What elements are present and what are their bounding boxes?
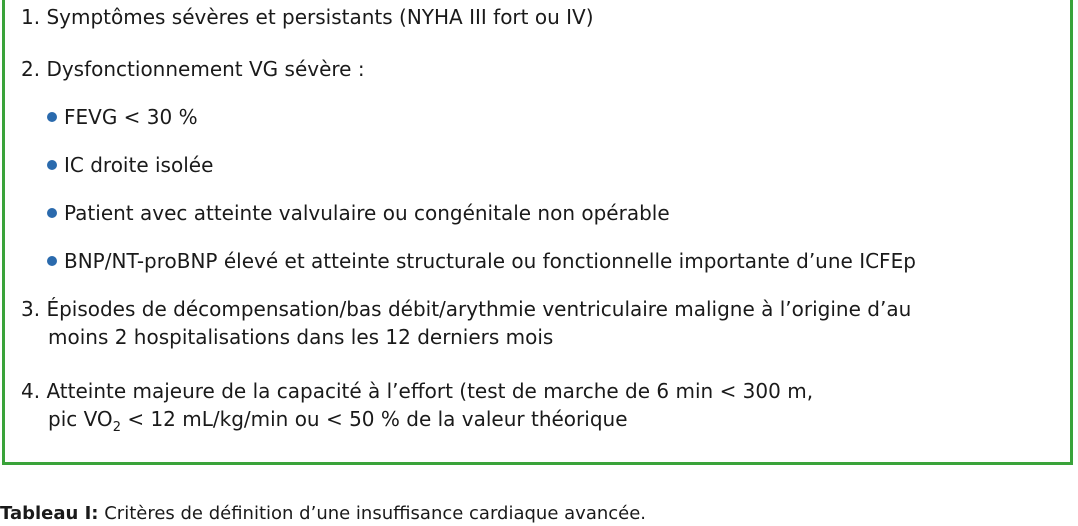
bullet-icon (47, 256, 57, 266)
criterion-3-line-1: 3. Épisodes de décompensation/bas débit/arythmie ventriculaire maligne à l’origine d’au (21, 297, 912, 321)
bullet-icon (47, 208, 57, 218)
sub-criterion: IC droite isolée (47, 151, 213, 179)
bullet-icon (47, 112, 57, 122)
criterion-3 (21, 295, 911, 351)
caption-label: Tableau I: (0, 503, 99, 524)
bullet-icon (47, 160, 57, 170)
criterion-4 (21, 377, 813, 442)
sub-criterion: FEVG < 30 % (47, 103, 198, 131)
criterion-1: 1. Symptômes sévères et persistants (NYHA III fort ou IV) (21, 5, 594, 29)
sub-criterion: BNP/NT-proBNP élevé et atteinte structurale ou fonctionnelle importante d’une ICFEp (47, 247, 916, 275)
caption-text: Critères de définition d’une insuffisance cardiaque avancée. (98, 503, 647, 524)
criterion-3-line-2: moins 2 hospitalisations dans les 12 derniers mois (48, 325, 554, 349)
criterion-4-line-1: 4. Atteinte majeure de la capacité à l’effort (test de marche de 6 min < 300 m, (21, 379, 814, 403)
criterion-2: 2. Dysfonctionnement VG sévère : (21, 57, 365, 81)
sub-criterion: Patient avec atteinte valvulaire ou congénitale non opérable (47, 199, 670, 227)
criteria-table (2, 0, 1073, 465)
criterion-4-line-2: pic $VO_2 < 12$ mL/kg/min ou < 50 % de la valeur théorique (48, 407, 628, 435)
table-caption (0, 502, 646, 526)
